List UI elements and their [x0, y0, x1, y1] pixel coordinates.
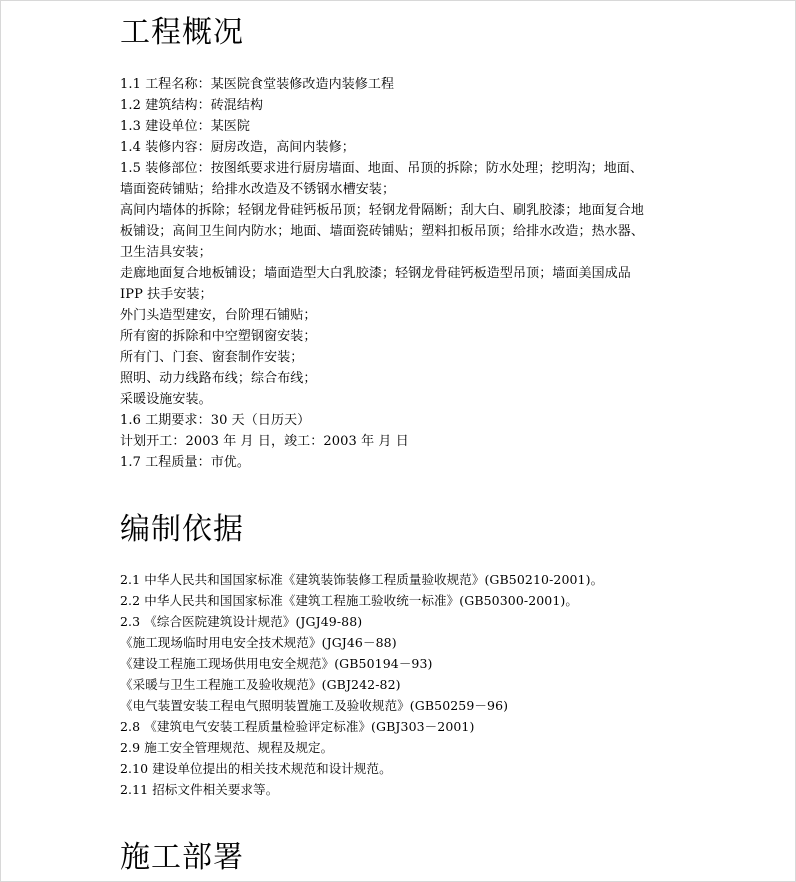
basis-line: 2.3 《综合医院建筑设计规范》(JGJ49-88)	[120, 614, 363, 629]
overview-line: 1.7 工程质量：市优。	[120, 455, 251, 470]
basis-line: 《建设工程施工现场供用电安全规范》(GB50194－93)	[120, 656, 433, 671]
section-basis-body	[120, 569, 603, 800]
overview-line: 高间内墙体的拆除；轻钢龙骨硅钙板吊顶；轻钢龙骨隔断；刮大白、刷乳胶漆；地面复合地	[120, 203, 645, 218]
basis-line: 2.10 建设单位提出的相关技术规范和设计规范。	[120, 761, 392, 776]
overview-line: 1.4 装修内容：厨房改造，高间内装修；	[120, 140, 355, 155]
overview-line: 1.3 建设单位：某医院	[120, 119, 251, 134]
basis-line: 《施工现场临时用电安全技术规范》(JGJ46－88)	[120, 635, 397, 650]
basis-line: 2.11 招标文件相关要求等。	[120, 782, 279, 797]
overview-line: 照明、动力线路布线；综合布线；	[120, 371, 317, 386]
overview-line: 计划开工：2003 年 月 日，竣工：2003 年 月 日	[120, 434, 409, 449]
overview-line: 1.2 建筑结构：砖混结构	[120, 98, 264, 113]
overview-line: 1.1 工程名称：某医院食堂装修改造内装修工程	[120, 77, 395, 92]
basis-line: 2.1 中华人民共和国国家标准《建筑装饰装修工程质量验收规范》(GB50210-2001)。	[120, 572, 604, 587]
overview-line: 卫生洁具安装；	[120, 245, 212, 260]
basis-line: 2.2 中华人民共和国国家标准《建筑工程施工验收统一标准》(GB50300-2001)。	[120, 593, 578, 608]
overview-line: IPP 扶手安装；	[120, 287, 213, 302]
overview-line: 走廊地面复合地板铺设；墙面造型大白乳胶漆；轻钢龙骨硅钙板造型吊顶；墙面美国成品	[120, 266, 631, 281]
section-title-deployment: 施工部署	[120, 840, 244, 875]
overview-line: 板铺设；高间卫生间内防水；地面、墙面瓷砖铺贴；塑料扣板吊顶；给排水改造；热水器、	[120, 224, 645, 239]
section-title-basis: 编制依据	[120, 512, 244, 547]
overview-line: 所有窗的拆除和中空塑钢窗安装；	[120, 329, 317, 344]
overview-line: 采暖设施安装。	[120, 392, 212, 407]
overview-line: 所有门、门套、窗套制作安装；	[120, 350, 304, 365]
basis-line: 2.8 《建筑电气安装工程质量检验评定标准》(GBJ303－2001)	[120, 719, 475, 734]
basis-line: 2.9 施工安全管理规范、规程及规定。	[120, 740, 334, 755]
overview-line: 墙面瓷砖铺贴；给排水改造及不锈钢水槽安装；	[120, 182, 396, 197]
overview-line: 1.6 工期要求：30 天（日历天）	[120, 413, 311, 428]
overview-line: 外门头造型建安，台阶理石铺贴；	[120, 308, 317, 323]
basis-line: 《电气装置安装工程电气照明装置施工及验收规范》(GB50259－96)	[120, 698, 509, 713]
overview-line: 1.5 装修部位：按图纸要求进行厨房墙面、地面、吊顶的拆除；防水处理；挖明沟；地面、	[120, 161, 644, 176]
basis-line: 《采暖与卫生工程施工及验收规范》(GBJ242-82)	[120, 677, 401, 692]
section-title-overview: 工程概况	[120, 15, 244, 50]
section-overview-body	[120, 74, 644, 473]
